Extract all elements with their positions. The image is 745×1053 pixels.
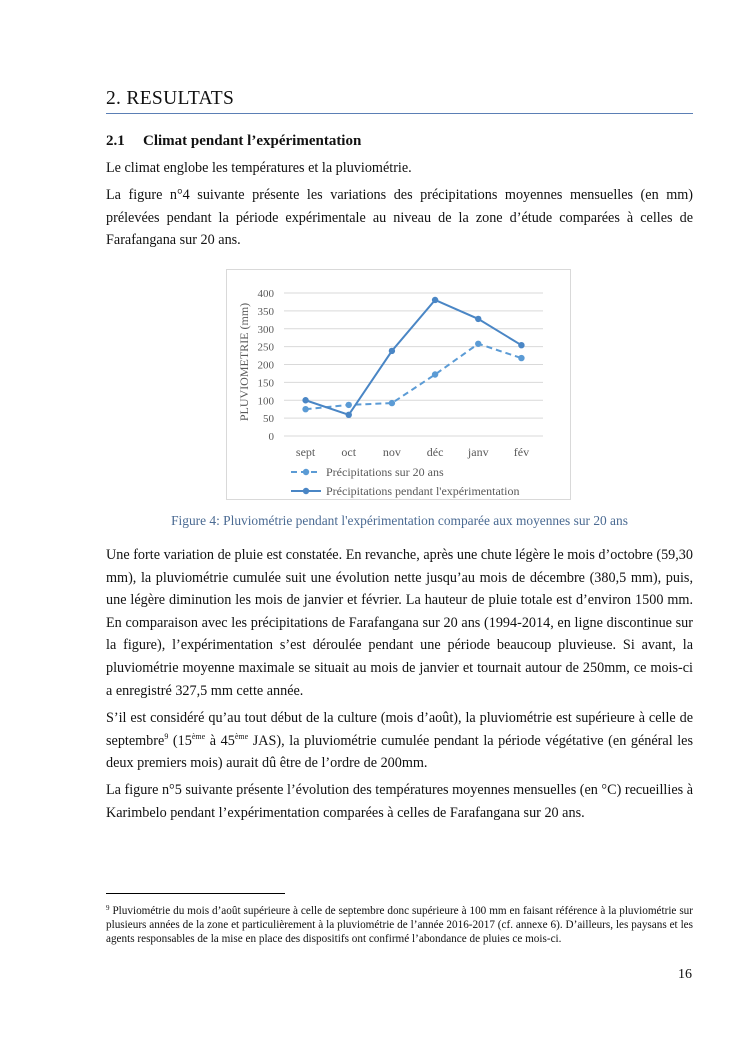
p4-superscript-2: ème	[234, 731, 249, 741]
data-point-experiment	[518, 342, 524, 348]
legend-label: Précipitations pendant l'expérimentation	[326, 484, 520, 498]
footnote	[106, 904, 693, 947]
subsection-heading	[106, 133, 361, 150]
page-number: 16	[678, 967, 692, 982]
y-tick-label: 300	[257, 323, 274, 336]
x-tick-label: nov	[382, 445, 401, 459]
y-tick-label: 150	[257, 377, 274, 390]
x-tick-label: oct	[341, 445, 357, 459]
chart-svg	[227, 270, 572, 501]
y-tick-label: 100	[257, 395, 274, 408]
paragraph-analysis: Une forte variation de pluie est constatée. En revanche, après une chute légère le mois d’octobre (59,30 mm), la pluviométrie cumulée suit une évolution nette jusqu’au mois de décembre (380,5 mm), puis, une légère diminution les mois de janvier et février. La hauteur de pluie totale est d’environ 1500 mm. En comparaison avec les précipitations de Farafangana sur 20 ans (1994-2014, en ligne discontinue sur la figure), l’expérimentation s’est déroulée pendant une période beaucoup pluvieuse. Si avant, la pluviométrie moyenne maximale se situait au mois de janvier et tournait autour de 250mm, ce mois-ci a enregistré 327,5 mm cette année.	[106, 547, 693, 699]
figure-4-chart	[226, 269, 571, 500]
p4-text-3: à 45	[205, 732, 235, 749]
subsection-title: Climat pendant l’expérimentation	[143, 133, 362, 149]
y-tick-label: 0	[268, 431, 274, 443]
data-point-20-years	[475, 341, 481, 347]
y-tick-label: 50	[263, 413, 274, 426]
subsection-number: 2.1	[106, 133, 125, 149]
p4-text-4: JAS), la pluviométrie cumulée pendant la période végétative (en général les deux premiers mois) aurait dû être de l’ordre de 200mm.	[106, 732, 693, 772]
series-line-experiment	[306, 300, 522, 415]
paragraph-intro: Le climat englobe les températures et la pluviométrie.	[106, 160, 412, 176]
footnote-text: Pluviométrie du mois d’août supérieure à celle de septembre donc supérieure à 100 mm en faisant référence à la pluviométrie sur plusieurs années de la zone et particulièrement à la pluviométrie de l’année 2016-2017 (cf. annexe 6). D’ailleurs, les paysans et les agents responsables de la mise en place des dispositifs ont confirmé l’abondance de pluies ce mois-ci.	[106, 905, 693, 946]
data-point-20-years	[389, 400, 395, 406]
footnote-reference: 9	[164, 731, 169, 741]
data-point-experiment	[302, 397, 308, 403]
paragraph-figure-intro: La figure n°4 suivante présente les variations des précipitations moyennes mensuelles (en mm) prélevées pendant la période expérimentale au niveau de la zone d’étude comparées à celles de Farafangana sur 20 ans.	[106, 187, 693, 249]
data-point-experiment	[346, 412, 352, 418]
y-axis-label: PLUVIOMETRIE (mm)	[237, 302, 251, 422]
paragraph-august	[106, 707, 693, 775]
legend-label: Précipitations sur 20 ans	[326, 465, 444, 479]
legend-marker	[303, 469, 309, 475]
series-line-20-years	[306, 344, 522, 409]
data-point-experiment	[475, 316, 481, 322]
x-tick-label: fév	[513, 445, 530, 459]
data-point-20-years	[518, 355, 524, 361]
y-tick-label: 400	[257, 288, 274, 300]
x-tick-label: sept	[295, 445, 316, 459]
data-point-20-years	[346, 402, 352, 408]
legend-marker	[303, 488, 309, 494]
section-heading: 2. RESULTATS	[106, 88, 693, 114]
data-point-experiment	[432, 297, 438, 303]
data-point-experiment	[389, 348, 395, 354]
footnote-number: 9	[106, 904, 110, 912]
y-tick-label: 350	[257, 305, 274, 318]
p4-superscript-1: ème	[191, 731, 206, 741]
x-tick-label: déc	[426, 445, 444, 459]
y-tick-label: 250	[257, 341, 274, 354]
p4-text-1: S’il est considéré qu’au tout début de la culture (mois d’août), la pluviométrie est supérieure à celle de septembre	[106, 710, 693, 749]
y-tick-label: 200	[257, 359, 274, 372]
data-point-20-years	[432, 371, 438, 377]
data-point-20-years	[302, 406, 308, 412]
footnote-separator	[106, 893, 285, 894]
x-tick-label: janv	[467, 445, 489, 459]
figure-caption: Figure 4: Pluviométrie pendant l'expérimentation comparée aux moyennes sur 20 ans	[171, 513, 628, 528]
paragraph-figure5-intro: La figure n°5 suivante présente l’évolution des températures moyennes mensuelles (en °C) recueillies à Karimbelo pendant l’expérimentation comparées à celles de Farafangana sur 20 ans.	[106, 782, 693, 821]
p4-text-2: (15	[168, 732, 192, 749]
